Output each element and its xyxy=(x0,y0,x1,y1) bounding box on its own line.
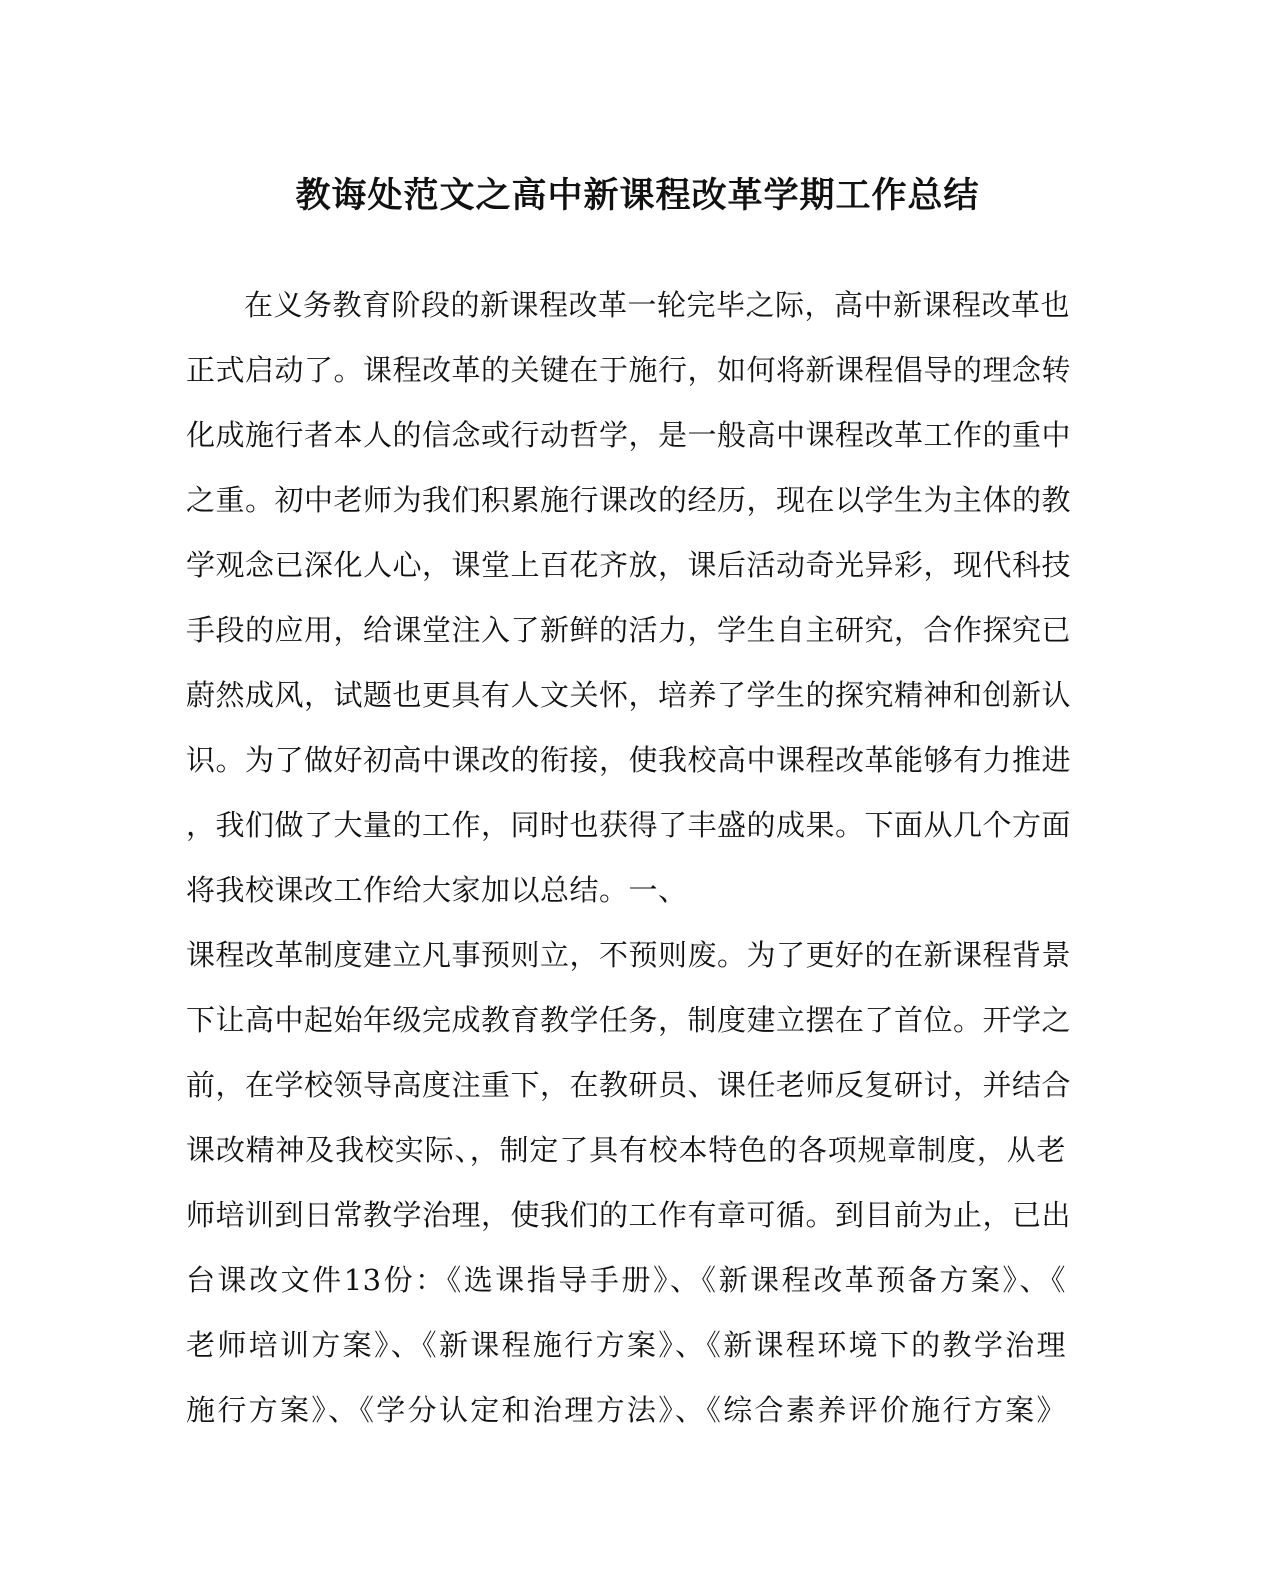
body-line: 学观念已深化人心，课堂上百花齐放，课后活动奇光异彩，现代科技 xyxy=(186,548,1072,582)
body-line: 手段的应用，给课堂注入了新鲜的活力，学生自主研究，合作探究已 xyxy=(186,613,1072,647)
body-line: 将我校课改工作给大家加以总结。一、 xyxy=(186,873,688,907)
body-line: 正式启动了。课程改革的关键在于施行，如何将新课程倡导的理念转 xyxy=(186,353,1072,387)
body-line: 蔚然成风，试题也更具有人文关怀，培养了学生的探究精神和创新认 xyxy=(186,678,1072,712)
body-line: ，我们做了大量的工作，同时也获得了丰盛的成果。下面从几个方面 xyxy=(186,808,1072,842)
document-body xyxy=(186,276,1072,1446)
body-line: 课程改革制度建立凡事预则立，不预则废。为了更好的在新课程背景 xyxy=(186,938,1072,972)
body-line: 师培训到日常教学治理，使我们的工作有章可循。到目前为止，已出 xyxy=(186,1198,1072,1232)
body-line: 前，在学校领导高度注重下，在教研员、课任老师反复研讨，并结合 xyxy=(186,1068,1072,1102)
body-line: 下让高中起始年级完成教育教学任务，制度建立摆在了首位。开学之 xyxy=(186,1003,1072,1037)
body-line: 化成施行者本人的信念或行动哲学，是一般高中课程改革工作的重中 xyxy=(186,418,1072,452)
body-line: 识。为了做好初高中课改的衔接，使我校高中课程改革能够有力推进 xyxy=(186,743,1072,777)
body-line: 之重。初中老师为我们积累施行课改的经历，现在以学生为主体的教 xyxy=(186,483,1072,517)
body-line: 在义务教育阶段的新课程改革一轮完毕之际，高中新课程改革也 xyxy=(244,288,1071,322)
body-line: 课改精神及我校实际、，制定了具有校本特色的各项规章制度，从老 xyxy=(186,1133,1066,1167)
document-title: 教诲处范文之高中新课程改革学期工作总结 xyxy=(295,175,980,216)
body-line: 台课改文件13份：《选课指导手册》、《新课程改革预备方案》、《 xyxy=(186,1263,1066,1297)
body-line: 老师培训方案》、《新课程施行方案》、《新课程环境下的教学治理 xyxy=(186,1328,1066,1362)
body-line: 施行方案》、《学分认定和治理方法》、《综合素养评价施行方案》 xyxy=(186,1393,1066,1427)
